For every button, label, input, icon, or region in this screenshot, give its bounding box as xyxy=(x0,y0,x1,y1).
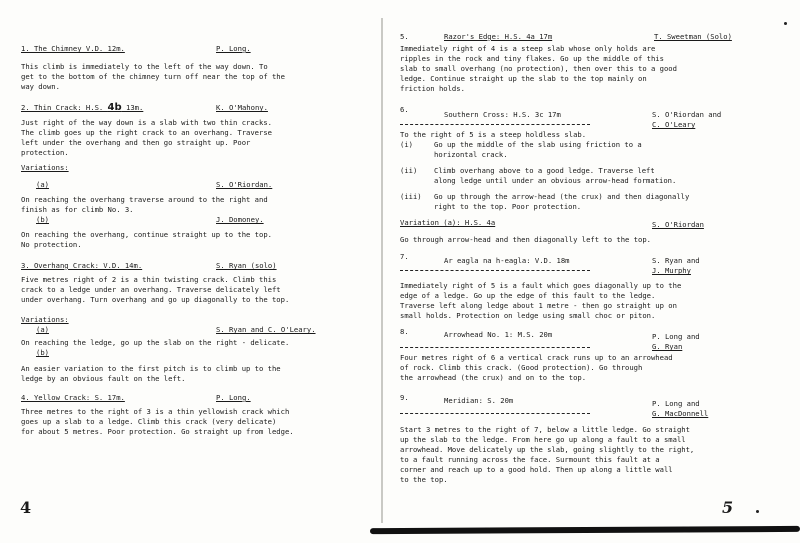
climb-9-line: up the slab to the ledge. From here go up along a fault to a small xyxy=(400,435,686,444)
climb-2-line: The climb goes up the right crack to an overhang. Traverse xyxy=(21,128,272,137)
climb-3-variation-a-line: On reaching the ledge, go up the slab on the right - delicate. xyxy=(21,338,290,347)
climb-2-variation-a-first-ascent: S. O'Riordan. xyxy=(216,180,273,189)
climb-4-line: goes up a slab to a ledge. Climb this crack (very delicate) xyxy=(21,417,277,426)
climb-7-underline-rule xyxy=(400,270,590,271)
climb-9-line: to the top. xyxy=(400,475,448,484)
climb-2-variation-a-line: finish as for climb No. 3. xyxy=(21,205,134,214)
climb-6-number: 6. xyxy=(400,105,409,114)
climb-2-line: Just right of the way down is a slab with two thin cracks. xyxy=(21,118,272,127)
climb-7-first-ascent-2: J. Murphy xyxy=(652,266,691,275)
climb-7-number: 7. xyxy=(400,252,409,261)
climb-6-pitch-1-number: (i) xyxy=(400,140,413,149)
climb-9-line: Start 3 metres to the right of 7, below a little ledge. Go straight xyxy=(400,425,690,434)
climb-6-title: Southern Cross: H.S. 3c 17m xyxy=(444,110,561,119)
climb-2-title xyxy=(21,103,143,112)
climb-9-title: Meridian: S. 20m xyxy=(444,396,514,405)
scan-speck xyxy=(784,22,787,25)
climb-3-variation-a-label: (a) xyxy=(36,325,49,334)
climb-1-line: get to the bottom of the chimney turn off near the top of the xyxy=(21,72,285,81)
climb-9-first-ascent-1: P. Long and xyxy=(652,399,700,408)
climb-7-title: Ar eagla na h-eagla: V.D. 18m xyxy=(444,256,570,265)
page-number-right: 5 xyxy=(722,498,734,517)
climb-2-title-a: 2. Thin Crack: H.S. xyxy=(21,103,108,112)
climb-7-line: Traverse left along ledge about 1 metre - then go straight up on xyxy=(400,301,677,310)
climb-2-variation-a-label: (a) xyxy=(36,180,49,189)
climb-2-variation-b-line: No protection. xyxy=(21,240,82,249)
climb-6-pitch-1-line: Go up the middle of the slab using friction to a xyxy=(434,140,642,149)
climb-6-pitch-2-number: (ii) xyxy=(400,166,418,175)
climb-7-first-ascent-1: S. Ryan and xyxy=(652,256,700,265)
climb-9-line: arrowhead. Move delicately up the slab, going slightly to the right, xyxy=(400,445,695,454)
climb-5-line: slab to small overhang (no protection), then over this to a good xyxy=(400,64,677,73)
climb-3-variation-a-first-ascent: S. Ryan and C. O'Leary. xyxy=(216,325,316,334)
climb-6-pitch-2-line: along ledge until under an obvious arrow-head formation. xyxy=(434,176,677,185)
climb-2-variation-b-line: On reaching the overhang, continue straight up to the top. xyxy=(21,230,272,239)
climb-6-underline-rule xyxy=(400,124,590,125)
climb-6-variation-title: Variation (a): H.S. 4a xyxy=(400,218,496,227)
climb-3-line: crack to a ledge under an overhang. Traverse delicately left xyxy=(21,285,281,294)
climb-9-underline-rule xyxy=(400,413,590,414)
climb-1-line: This climb is immediately to the left of the way down. To xyxy=(21,62,268,71)
climb-9-number: 9. xyxy=(400,393,409,402)
climb-5-number: 5. xyxy=(400,32,409,41)
climb-2-variation-a-line: On reaching the overhang traverse around to the right and xyxy=(21,195,268,204)
climb-8-first-ascent-1: P. Long and xyxy=(652,332,700,341)
climb-5-line: friction holds. xyxy=(400,84,465,93)
climb-9-line: to a fault running across the face. Surmount this fault at a xyxy=(400,455,660,464)
climb-3-title: 3. Overhang Crack: V.D. 14m. xyxy=(21,261,143,270)
climb-6-pitch-2-line: Climb overhang above to a good ledge. Traverse left xyxy=(434,166,655,175)
climb-8-first-ascent-2: G. Ryan xyxy=(652,342,683,351)
climb-2-first-ascent: K. O'Mahony. xyxy=(216,103,268,112)
climb-6-first-ascent-1: S. O'Riordan and xyxy=(652,110,722,119)
climb-8-line: the arrowhead (the crux) and on to the top. xyxy=(400,373,587,382)
climb-5-title: Razor's Edge: H.S. 4a 17m xyxy=(444,32,553,41)
climb-5-line: ripples in the rock and tiny flakes. Go up the middle of this xyxy=(400,54,664,63)
climb-3-line: Five metres right of 2 is a thin twisting crack. Climb this xyxy=(21,275,277,284)
climb-2-line: protection. xyxy=(21,148,69,157)
climb-3-variations-label: Variations: xyxy=(21,315,69,324)
climb-6-pitch-3-line: Go up through the arrow-head (the crux) and then diagonally xyxy=(434,192,690,201)
climb-6-pitch-1-line: horizontal crack. xyxy=(434,150,508,159)
climb-2-line: left under the overhang and then go straight up. Poor xyxy=(21,138,251,147)
scan-speck xyxy=(756,510,759,513)
climb-6-variation-text: Go through arrow-head and then diagonally left to the top. xyxy=(400,235,651,244)
climb-6-first-ascent-2: C. O'Leary xyxy=(652,120,696,129)
climb-8-title: Arrowhead No. 1: M.S. 20m xyxy=(444,330,553,339)
climb-1-line: way down. xyxy=(21,82,60,91)
climb-1-first-ascent: P. Long. xyxy=(216,44,251,53)
climb-9-line: corner and reach up to a good hold. Then up along a little wall xyxy=(400,465,673,474)
climb-2-grade-handwritten: 4b xyxy=(107,102,122,113)
page-number-left: 4 xyxy=(20,498,32,517)
climb-3-line: under overhang. Turn overhang and go up diagonally to the top. xyxy=(21,295,290,304)
climb-8-number: 8. xyxy=(400,327,409,336)
climb-6-intro: To the right of 5 is a steep holdless slab. xyxy=(400,130,587,139)
climb-2-title-b: 13m. xyxy=(121,103,144,112)
climb-3-variation-b-line: An easier variation to the first pitch is to climb up to the xyxy=(21,364,281,373)
climb-6-variation-first-ascent: S. O'Riordan xyxy=(652,220,704,229)
climb-1-title: 1. The Chimney V.D. 12m. xyxy=(21,44,125,53)
climb-5-first-ascent: T. Sweetman (Solo) xyxy=(654,32,732,41)
right-page xyxy=(384,0,800,543)
climb-8-underline-rule xyxy=(400,347,590,348)
climb-4-title: 4. Yellow Crack: S. 17m. xyxy=(21,393,125,402)
climb-7-line: edge of a ledge. Go up the edge of this fault to the ledge. xyxy=(400,291,656,300)
climb-5-line: Immediately right of 4 is a steep slab whose only holds are xyxy=(400,44,656,53)
climb-3-variation-b-line: ledge by an obvious fault on the left. xyxy=(21,374,186,383)
climb-9-first-ascent-2: G. MacDonnell xyxy=(652,409,709,418)
climb-3-variation-b-label: (b) xyxy=(36,348,49,357)
climb-2-variation-b-first-ascent: J. Domoney. xyxy=(216,215,264,224)
climb-8-line: of rock. Climb this crack. (Good protection). Go through xyxy=(400,363,643,372)
climb-8-line: Four metres right of 6 a vertical crack runs up to an arrowhead xyxy=(400,353,673,362)
climb-4-line: for about 5 metres. Poor protection. Go straight up from ledge. xyxy=(21,427,294,436)
climb-3-first-ascent: S. Ryan (solo) xyxy=(216,261,277,270)
climb-7-line: Immediately right of 5 is a fault which goes diagonally up to the xyxy=(400,281,682,290)
left-page xyxy=(0,0,384,543)
climb-4-line: Three metres to the right of 3 is a thin yellowish crack which xyxy=(21,407,290,416)
climb-5-line: ledge. Continue straight up the slab to the top mainly on xyxy=(400,74,647,83)
climb-6-pitch-3-number: (iii) xyxy=(400,192,422,201)
climb-4-first-ascent: P. Long. xyxy=(216,393,251,402)
climb-2-variations-label: Variations: xyxy=(21,163,69,172)
climb-2-variation-b-label: (b) xyxy=(36,215,49,224)
climb-6-pitch-3-line: right to the top. Poor protection. xyxy=(434,202,582,211)
climb-7-line: small holds. Protection on ledge using small choc or piton. xyxy=(400,311,656,320)
